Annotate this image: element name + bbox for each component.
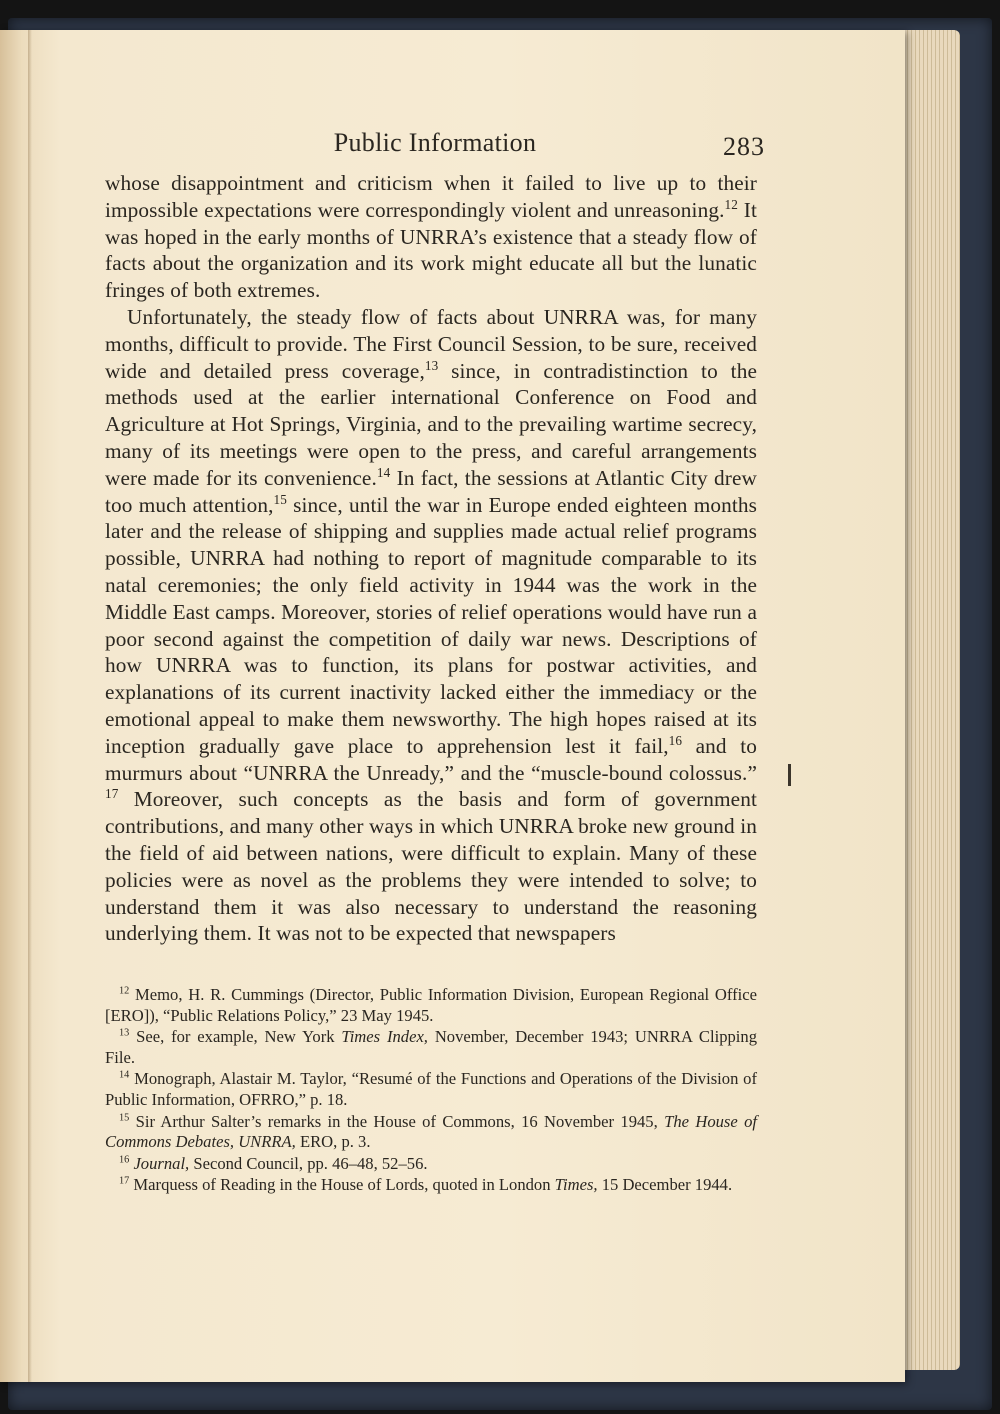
footnote	[105, 1154, 757, 1175]
running-head: Public Information	[333, 128, 537, 157]
paragraph	[105, 304, 757, 947]
italic-text: The House of Commons Debates, UNRRA,	[105, 1111, 757, 1152]
italic-text: Journal,	[133, 1153, 190, 1173]
text-run: 15 December 1944.	[597, 1175, 733, 1195]
margin-pencil-mark	[788, 764, 791, 786]
footnote-ref: 14	[376, 464, 391, 480]
text-run: Monograph, Alastair M. Taylor, “Resumé of the Functions and Operations of the Division of Public Information, OFRRO,” p. 18.	[105, 1069, 757, 1109]
footnote-ref: 14	[119, 1069, 130, 1081]
footnote-ref: 16	[668, 732, 683, 748]
text-run: Marquess of Reading in the House of Lords, quoted in London	[129, 1175, 555, 1195]
footnote-ref: 13	[119, 1027, 130, 1039]
footnote	[105, 1175, 757, 1196]
footnote-ref: 15	[273, 491, 287, 507]
text-run: Moreover, such concepts as the basis and form of government contributions, and many other ways in which UNRRA broke new ground in the field of aid between nations, were difficult to explain. Many of these policies were as novel as the problems they were intended to solve; to understand them it was also necessary to understand the reasoning underlying them. It was not to be expected that newspapers	[105, 787, 757, 946]
italic-text: Times,	[554, 1175, 598, 1195]
footnote-ref: 16	[119, 1154, 130, 1166]
body-text	[105, 170, 757, 947]
text-run: November, December 1943; UNRRA Clipping File.	[105, 1027, 757, 1067]
text-run: Memo, H. R. Cummings (Director, Public Information Division, European Regional Office [ERO]), “Public Relations Policy,” 23 May 1945.	[105, 985, 757, 1025]
text-run: whose disappointment and criticism when it failed to live up to their impossible expectations were correspondingly violent and unreasoning.	[105, 171, 757, 222]
text-run: Sir Arthur Salter’s remarks in the House of Commons, 16 November 1945,	[129, 1111, 665, 1131]
footnote	[105, 1069, 757, 1110]
text-run: Unfortunately, the steady flow of facts about UNRRA was, for many months, difficult to provide. The First Council Session, to be sure, received wide and detailed press coverage,	[105, 304, 757, 383]
text-run: Second Council, pp. 46–48, 52–56.	[189, 1153, 428, 1173]
footnote	[105, 1112, 757, 1153]
footnote-ref: 12	[724, 196, 738, 212]
text-run: ERO, p. 3.	[295, 1132, 371, 1152]
footnote-ref: 17	[119, 1175, 130, 1187]
footnote	[105, 985, 757, 1026]
page-number: 283	[723, 132, 765, 161]
footnotes	[105, 985, 757, 1197]
text-run: See, for example, New York	[129, 1027, 342, 1047]
text-run: and to murmurs about “UNRRA the Unready,” and the “muscle-bound colossus.”	[105, 733, 757, 785]
text-run: since, until the war in Europe ended eighteen months later and the release of shipping and supplies made actual relief programs possible, UNRRA had nothing to report of magnitude comparable to its natal ceremonies; the only field activity in 1944 was the work in the Middle East camps. Moreover, stories of relief operations would have run a poor second against the competition of daily war news. Descriptions of how UNRRA was to function, its plans for postwar activities, and explanations of its current inactivity lacked either the immediacy or the emotional appeal to make them newsworthy. The high hopes raised at its inception gradually gave place to apprehension lest it fail,	[105, 492, 758, 758]
text-run: It was hoped in the early months of UNRRA’s existence that a steady flow of facts about the organization and its work might educate all but the lunatic fringes of both extremes.	[105, 197, 757, 303]
page-gutter	[28, 30, 32, 1382]
italic-text: Times Index,	[341, 1027, 428, 1047]
paragraph	[105, 170, 757, 304]
footnote	[105, 1027, 757, 1068]
footnote-ref: 13	[424, 357, 439, 373]
page-header	[105, 128, 765, 164]
footnote-ref: 12	[119, 985, 130, 997]
footnote-ref: 15	[119, 1112, 130, 1124]
text-run: In fact, the sessions at Atlantic City drew too much attention,	[105, 465, 757, 517]
footnote-ref: 17	[105, 786, 119, 802]
text-run: since, in contradistinction to the methods used at the earlier international Conference on Food and Agriculture at Hot Springs, Virginia, and to the prevailing wartime secrecy, many of its meetings were open to the press, and careful arrangements were made for its convenience.	[105, 358, 758, 490]
